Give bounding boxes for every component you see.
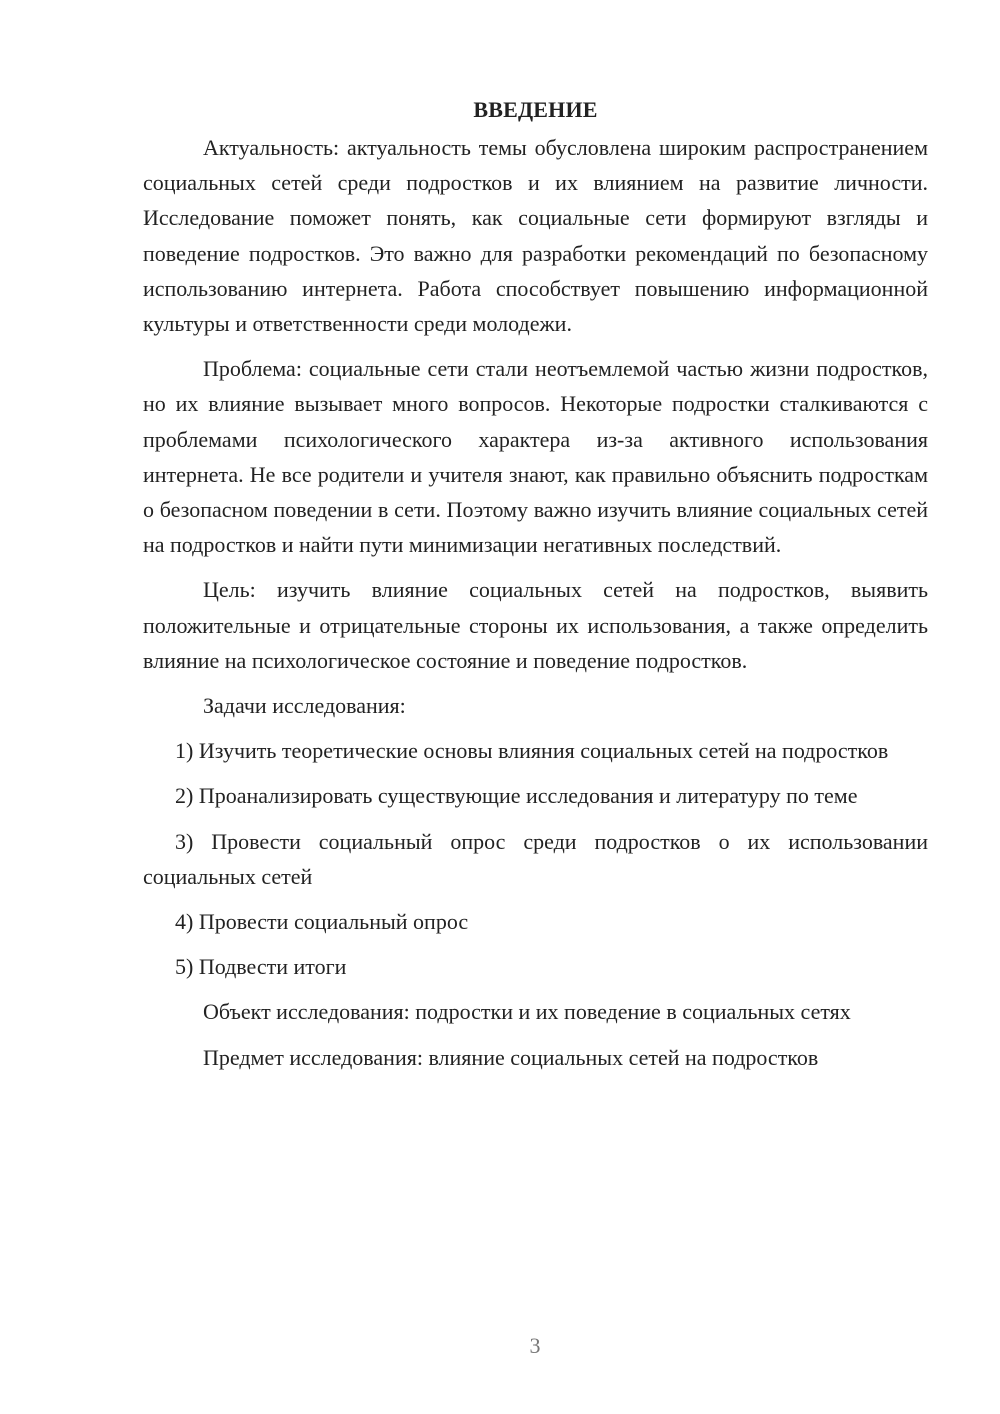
goal-paragraph: Цель: изучить влияние социальных сетей на подростков, выявить положительные и отрицательные стороны их использования, а также определить влияние на психологическое состояние и поведение подростков. [143, 577, 928, 673]
tasks-list [143, 733, 928, 984]
page-number: 3 [529, 1333, 541, 1358]
research-object: Объект исследования: подростки и их поведение в социальных сетях [203, 999, 851, 1025]
task-item: 3) Провести социальный опрос среди подростков о их использовании социальных сетей [143, 828, 928, 889]
task-item: 1) Изучить теоретические основы влияния социальных сетей на подростков [175, 738, 889, 764]
task-item: 5) Подвести итоги [175, 954, 347, 980]
task-item: 4) Провести социальный опрос [175, 909, 469, 935]
document-page [143, 92, 928, 1085]
tasks-heading: Задачи исследования: [203, 693, 406, 719]
task-item: 2) Проанализировать существующие исследования и литературу по теме [175, 783, 858, 809]
problem-paragraph: Проблема: социальные сети стали неотъемлемой частью жизни подростков, но их влияние вызывает много вопросов. Некоторые подростки сталкиваются с проблемами психологического характера из-за активного использования интернета. Не все родители и учителя знают, как правильно объяснить подросткам о безопасном поведении в сети. Поэтому важно изучить влияние социальных сетей на подростков и найти пути минимизации негативных последствий. [143, 356, 928, 558]
section-title: ВВЕДЕНИЕ [473, 97, 598, 122]
relevance-paragraph: Актуальность: актуальность темы обусловлена широким распространением социальных сетей среди подростков и их влиянием на развитие личности. Исследование поможет понять, как социальные сети формируют взгляды и поведение подростков. Это важно для разработки рекомендаций по безопасному использованию интернета. Работа способствует повышению информационной культуры и ответственности среди молодежи. [143, 135, 928, 337]
research-subject: Предмет исследования: влияние социальных сетей на подростков [203, 1044, 819, 1070]
